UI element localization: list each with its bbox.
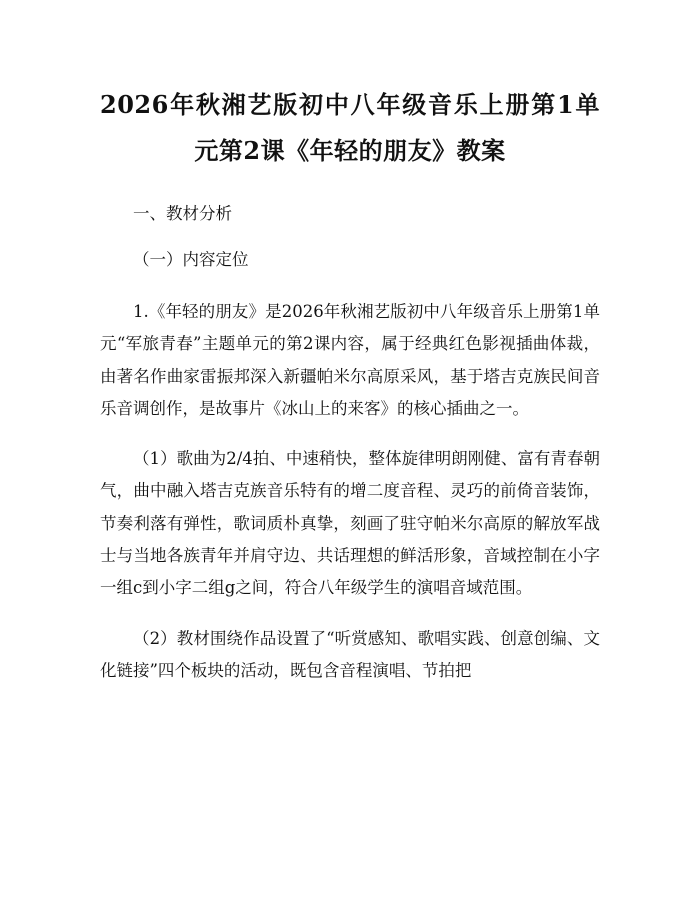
subsection-heading: （一）内容定位 <box>133 250 249 269</box>
document-title: 2026年秋湘艺版初中八年级音乐上册第1单元第2课《年轻的朋友》教案 <box>100 90 600 165</box>
section-heading: 一、教材分析 <box>133 204 232 223</box>
paragraph-3: （2）教材围绕作品设置了“听赏感知、歌唱实践、创意创编、文化链接”四个板块的活动，既包含音程演唱、节拍把 <box>100 628 600 680</box>
paragraph-2: （1）歌曲为2/4拍、中速稍快，整体旋律明朗刚健、富有青春朝气，曲中融入塔吉克族音乐特有的增二度音程、灵巧的前倚音装饰，节奏利落有弹性，歌词质朴真挚，刻画了驻守帕米尔高原的解放军战士与当地各族青年并肩守边、共话理想的鲜活形象，音域控制在小字一组c到小字二组g之间，符合八年级学生的演唱音域范围。 <box>100 449 600 598</box>
paragraph-1: 1.《年轻的朋友》是2026年秋湘艺版初中八年级音乐上册第1单元“军旅青春”主题单元的第2课内容，属于经典红色影视插曲体裁，由著名作曲家雷振邦深入新疆帕米尔高原采风，基于塔吉克族民间音乐音调创作，是故事片《冰山上的来客》的核心插曲之一。 <box>100 302 600 418</box>
